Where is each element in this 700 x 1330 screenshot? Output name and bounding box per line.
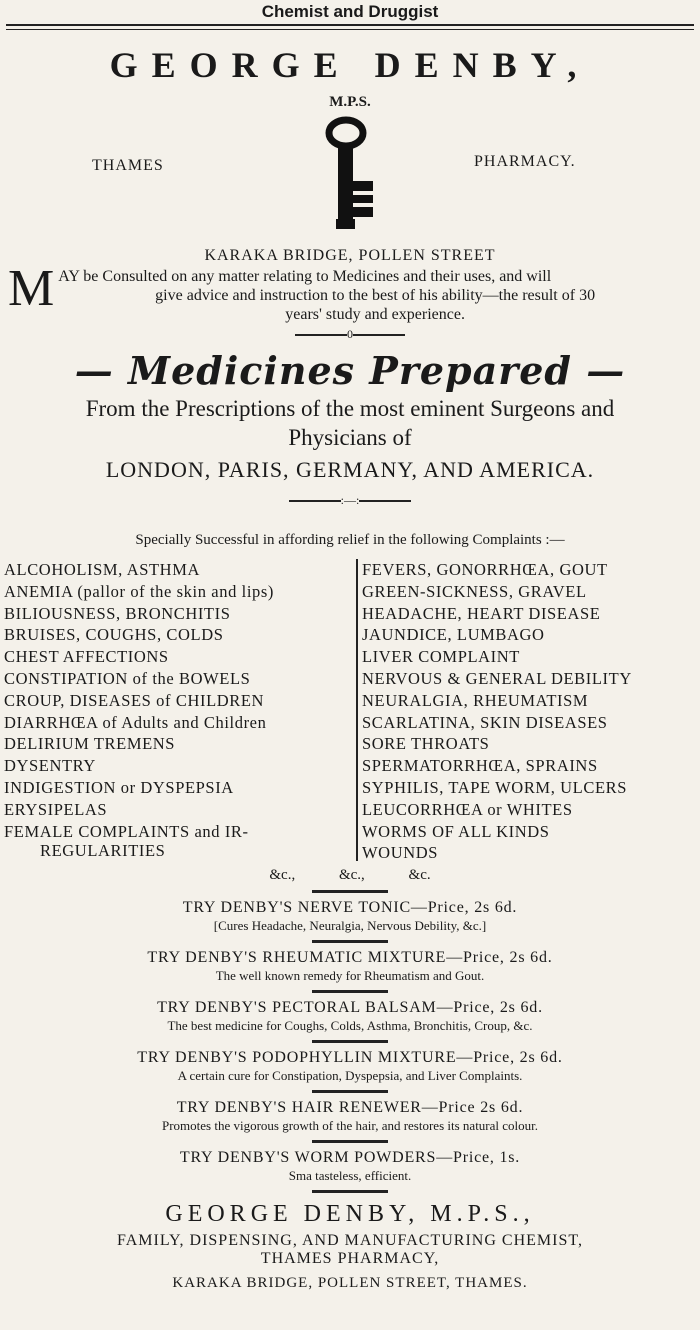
complaint-item: BILIOUSNESS, BRONCHITIS	[4, 603, 231, 623]
ornament-divider	[0, 327, 700, 342]
complaint-item: ERYSIPELAS	[4, 799, 108, 819]
product-entry	[0, 990, 700, 1034]
product-description: [Cures Headache, Neuralgia, Nervous Debility, &c.]	[213, 918, 487, 933]
complaint-item: JAUNDICE, LUMBAGO	[362, 625, 545, 645]
complaint-item: FEVERS, GONORRHŒA, GOUT	[362, 560, 608, 579]
complaint-item: BRUISES, COUGHS, COLDS	[4, 625, 224, 645]
drop-cap: M	[8, 260, 55, 317]
proprietor-name: GEORGE DENBY,	[109, 45, 591, 85]
headline-cities: LONDON, PARIS, GERMANY, AND AMERICA.	[105, 457, 595, 482]
complaint-item-continued: REGULARITIES	[40, 841, 166, 861]
product-title: TRY DENBY'S PODOPHYLLIN MIXTURE—Price, 2s 6d.	[137, 1049, 563, 1066]
product-entry	[0, 940, 700, 984]
intro-line-3: years' study and experience.	[285, 306, 465, 323]
intro-line-2: give advice and instruction to the best of his ability—the result of 30	[155, 287, 596, 304]
complaint-item: CHEST AFFECTIONS	[4, 647, 169, 667]
complaint-item: NEURALGIA, RHEUMATISM	[362, 690, 589, 710]
top-rule-thin	[6, 29, 694, 30]
complaint-item: SPERMATORRHŒA, SPRAINS	[362, 756, 598, 776]
product-description: The well known remedy for Rheumatism and Gout.	[215, 968, 485, 983]
sign-row	[0, 111, 700, 231]
complaint-item: WORMS OF ALL KINDS	[362, 821, 550, 841]
complaint-item: SORE THROATS	[362, 734, 490, 754]
complaint-item: SCARLATINA, SKIN DISEASES	[362, 712, 608, 732]
key-icon	[318, 115, 380, 233]
product-description: A certain cure for Constipation, Dyspepsia, and Liver Complaints.	[177, 1068, 523, 1083]
divider-mark-2: :—:	[340, 493, 360, 507]
complaints-right-column	[356, 559, 700, 861]
complaint-item: DYSENTRY	[4, 756, 96, 776]
ornament-divider-2	[0, 493, 700, 508]
complaint-item: LIVER COMPLAINT	[362, 647, 520, 667]
complaint-item: ANEMIA (pallor of the skin and lips)	[4, 581, 274, 601]
footer-line-2: THAMES PHARMACY,	[260, 1250, 440, 1267]
sign-left-word: THAMES	[92, 157, 164, 174]
complaints-left-column	[4, 559, 344, 859]
product-description: Sma tasteless, efficient.	[288, 1168, 412, 1183]
etcetera-line: &c., &c., &c.	[269, 867, 431, 883]
product-title: TRY DENBY'S RHEUMATIC MIXTURE—Price, 2s 6d.	[147, 949, 553, 966]
product-description: The best medicine for Coughs, Colds, Asthma, Bronchitis, Croup, &c.	[167, 1018, 533, 1033]
complaint-item: SYPHILIS, TAPE WORM, ULCERS	[362, 777, 628, 797]
complaint-item: GREEN-SICKNESS, GRAVEL	[362, 581, 587, 601]
top-rule	[6, 24, 694, 26]
complaints-columns	[0, 559, 700, 865]
complaint-item: FEMALE COMPLAINTS and IR-	[4, 821, 249, 841]
product-title: TRY DENBY'S NERVE TONIC—Price, 2s 6d.	[182, 899, 518, 916]
complaints-intro: Specially Successful in affording relief in the following Complaints :—	[135, 532, 565, 548]
complaint-item: DIARRHŒA of Adults and Children	[4, 712, 267, 732]
headline-from-1: From the Prescriptions of the most eminent Surgeons and	[85, 396, 615, 421]
headline-title: — Medicines Prepared —	[74, 348, 626, 393]
footer-block	[0, 1190, 700, 1292]
sign-right-word: PHARMACY.	[474, 153, 576, 170]
product-entry	[0, 1090, 700, 1134]
complaint-item: INDIGESTION or DYSPEPSIA	[4, 777, 234, 797]
section-label: Chemist and Druggist	[261, 2, 439, 21]
intro-line-1: AY be Consulted on any matter relating to Medicines and their uses, and will	[58, 268, 552, 285]
footer-address: KARAKA BRIDGE, POLLEN STREET, THAMES.	[172, 1275, 528, 1291]
proprietor-credential: M.P.S.	[329, 94, 371, 110]
product-entry	[0, 890, 700, 934]
product-entry	[0, 1140, 700, 1184]
address-line: KARAKA BRIDGE, POLLEN STREET	[204, 247, 496, 264]
intro-paragraph	[8, 260, 692, 324]
product-title: TRY DENBY'S PECTORAL BALSAM—Price, 2s 6d.	[157, 999, 543, 1016]
complaint-item: CROUP, DISEASES of CHILDREN	[4, 690, 265, 710]
complaint-item: ALCOHOLISM, ASTHMA	[4, 560, 200, 579]
headline-from-2: Physicians of	[288, 425, 412, 450]
divider-mark: 0	[347, 327, 353, 341]
footer-line-1: FAMILY, DISPENSING, AND MANUFACTURING CHEMIST,	[117, 1232, 583, 1249]
complaint-item: NERVOUS & GENERAL DEBILITY	[362, 668, 632, 688]
complaint-item: DELIRIUM TREMENS	[4, 734, 176, 754]
product-title: TRY DENBY'S WORM POWDERS—Price, 1s.	[179, 1149, 521, 1166]
complaint-item: CONSTIPATION of the BOWELS	[4, 668, 251, 688]
product-description: Promotes the vigorous growth of the hair, and restores its natural colour.	[161, 1118, 539, 1133]
complaint-item: WOUNDS	[362, 843, 439, 863]
complaint-item: HEADACHE, HEART DISEASE	[362, 603, 601, 623]
product-entry	[0, 1040, 700, 1084]
complaint-item	[4, 842, 344, 859]
product-title: TRY DENBY'S HAIR RENEWER—Price 2s 6d.	[176, 1099, 524, 1116]
footer-name: GEORGE DENBY, M.P.S.,	[165, 1201, 535, 1227]
complaint-item: LEUCORRHŒA or WHITES	[362, 799, 573, 819]
